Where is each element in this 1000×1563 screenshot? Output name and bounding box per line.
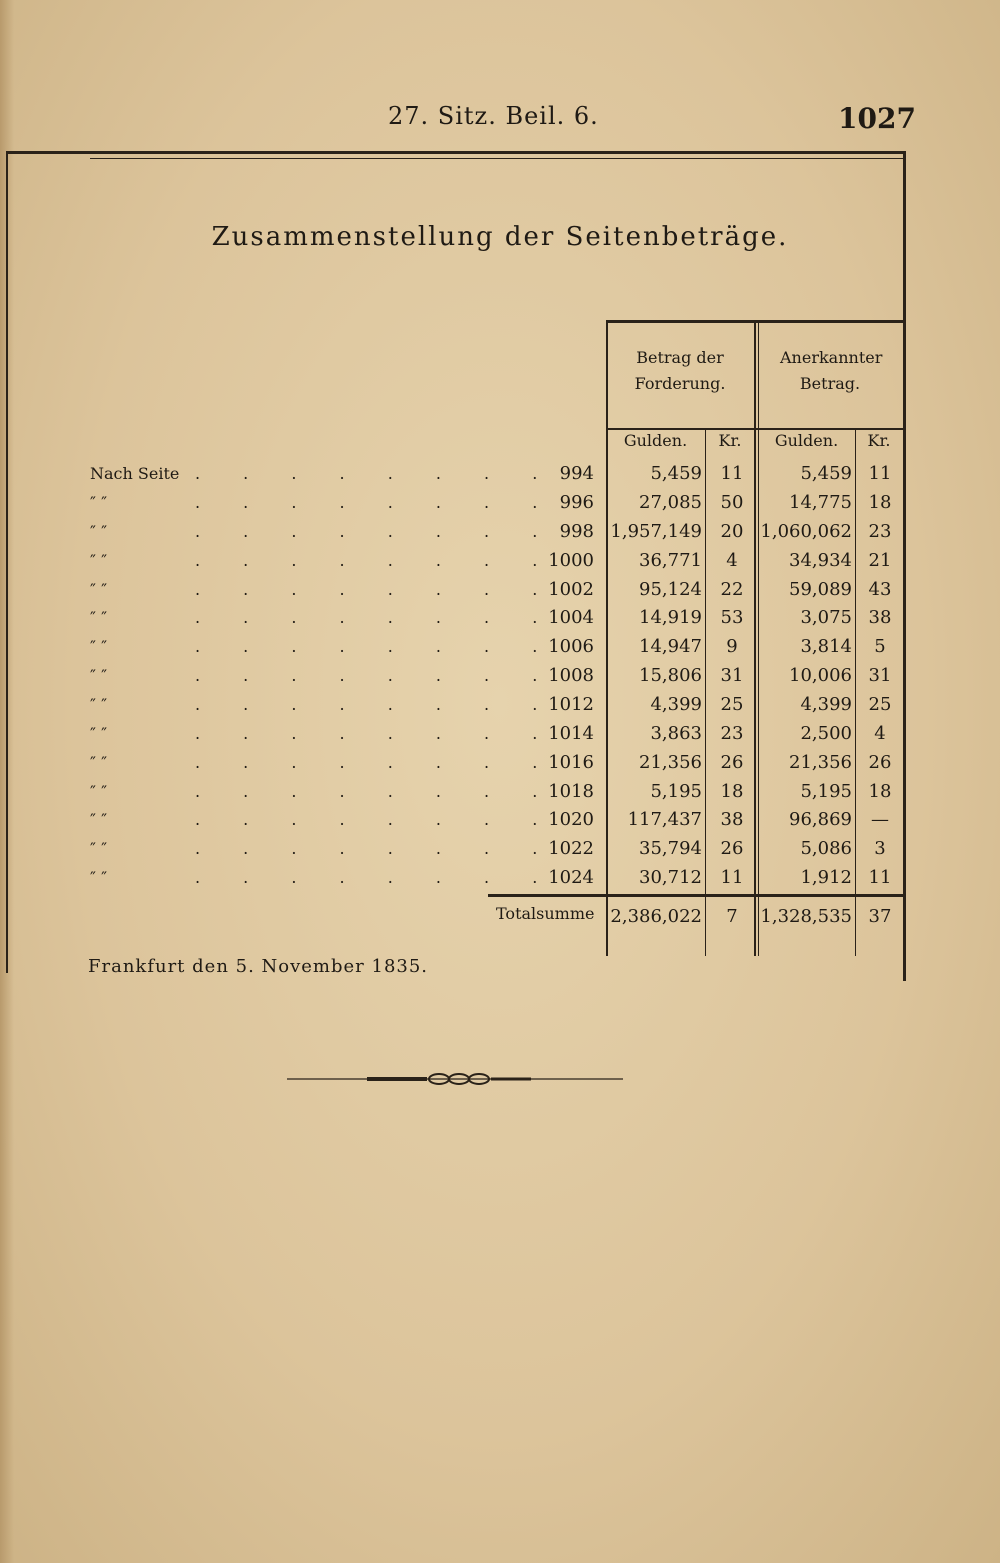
row-page: 998 — [559, 521, 594, 542]
row-kr-forderung: 11 — [720, 867, 744, 888]
row-gulden-forderung: 21,356 — [639, 752, 702, 773]
row-label: ″ ″ — [90, 580, 108, 599]
row-dots: . . . . . . . . — [195, 551, 557, 570]
row-gulden-anerkannt: 21,356 — [789, 752, 852, 773]
row-gulden-anerkannt: 34,934 — [789, 550, 852, 571]
row-gulden-anerkannt: 5,459 — [800, 463, 852, 484]
row-kr-anerkannt: 18 — [868, 492, 892, 513]
row-gulden-anerkannt: 1,912 — [800, 867, 852, 888]
row-page: 1014 — [548, 723, 594, 744]
row-gulden-forderung: 15,806 — [639, 665, 702, 686]
row-page: 994 — [559, 463, 594, 484]
table-row — [0, 488, 1000, 517]
row-kr-anerkannt: 4 — [874, 723, 886, 744]
table-row — [0, 805, 1000, 834]
row-gulden-anerkannt: 2,500 — [800, 723, 852, 744]
row-gulden-anerkannt: 14,775 — [789, 492, 852, 513]
row-gulden-anerkannt: 4,399 — [800, 694, 852, 715]
row-kr-anerkannt: 18 — [868, 781, 892, 802]
row-label: ″ ″ — [90, 637, 108, 656]
row-label: ″ ″ — [90, 753, 108, 772]
table-row — [0, 459, 1000, 488]
table-row — [0, 661, 1000, 690]
table-row — [0, 834, 1000, 863]
row-label: ″ ″ — [90, 839, 108, 858]
hline-header-bottom — [606, 428, 904, 430]
table-title: Zusammenstellung der Seitenbeträge. — [211, 222, 789, 252]
section-header: 27. Sitz. Beil. 6. — [388, 102, 599, 130]
row-kr-forderung: 26 — [720, 838, 744, 859]
row-gulden-forderung: 117,437 — [627, 809, 702, 830]
row-gulden-forderung: 1,957,149 — [610, 521, 702, 542]
row-page: 1004 — [548, 607, 594, 628]
row-kr-forderung: 25 — [720, 694, 744, 715]
row-kr-forderung: 23 — [720, 723, 744, 744]
table-row — [0, 719, 1000, 748]
row-page: 1024 — [548, 867, 594, 888]
table-row — [0, 575, 1000, 604]
row-kr-forderung: 18 — [720, 781, 744, 802]
row-kr-anerkannt: 3 — [874, 838, 886, 859]
row-dots: . . . . . . . . — [195, 753, 557, 772]
row-kr-anerkannt: 11 — [868, 463, 892, 484]
total-kr-anerkannt: 37 — [868, 906, 892, 927]
row-gulden-anerkannt: 10,006 — [789, 665, 852, 686]
row-kr-forderung: 53 — [720, 607, 744, 628]
row-kr-forderung: 26 — [720, 752, 744, 773]
row-page: 1012 — [548, 694, 594, 715]
table-row — [0, 863, 1000, 892]
row-label: ″ ″ — [90, 810, 108, 829]
row-kr-anerkannt: 43 — [868, 579, 892, 600]
row-kr-anerkannt: 21 — [868, 550, 892, 571]
row-label: ″ ″ — [90, 493, 108, 512]
table-row — [0, 517, 1000, 546]
row-kr-anerkannt: 31 — [868, 665, 892, 686]
row-dots: . . . . . . . . — [195, 695, 557, 714]
row-kr-anerkannt: 25 — [868, 694, 892, 715]
row-gulden-anerkannt: 5,086 — [800, 838, 852, 859]
row-dots: . . . . . . . . — [195, 522, 557, 541]
unit-gulden-2: Gulden. — [774, 431, 839, 450]
row-gulden-forderung: 95,124 — [639, 579, 702, 600]
row-gulden-anerkannt: 5,195 — [800, 781, 852, 802]
row-dots: . . . . . . . . — [195, 868, 557, 887]
hline-total-rule — [488, 894, 904, 897]
row-kr-forderung: 31 — [720, 665, 744, 686]
table-row — [0, 748, 1000, 777]
row-dots: . . . . . . . . — [195, 666, 557, 685]
row-gulden-forderung: 36,771 — [639, 550, 702, 571]
unit-kr-2: Kr. — [867, 431, 891, 450]
row-page: 1006 — [548, 636, 594, 657]
row-kr-forderung: 11 — [720, 463, 744, 484]
total-label: Totalsumme — [496, 904, 595, 923]
row-dots: . . . . . . . . — [195, 608, 557, 627]
column-header-anerkannt — [756, 320, 904, 428]
column-header-forderung — [606, 320, 754, 428]
row-page: 1022 — [548, 838, 594, 859]
row-label: ″ ″ — [90, 782, 108, 801]
row-page: 1020 — [548, 809, 594, 830]
row-gulden-forderung: 30,712 — [639, 867, 702, 888]
ornament-rule — [287, 1072, 623, 1086]
row-gulden-anerkannt: 96,869 — [789, 809, 852, 830]
table-row — [0, 632, 1000, 661]
date-footer: Frankfurt den 5. November 1835. — [88, 956, 429, 977]
row-page: 996 — [559, 492, 594, 513]
row-dots: . . . . . . . . — [195, 724, 557, 743]
unit-kr-1: Kr. — [718, 431, 742, 450]
row-page: 1002 — [548, 579, 594, 600]
row-label: ″ ″ — [90, 695, 108, 714]
row-gulden-forderung: 4,399 — [650, 694, 702, 715]
row-kr-forderung: 22 — [720, 579, 744, 600]
row-label: ″ ″ — [90, 608, 108, 627]
row-gulden-forderung: 3,863 — [650, 723, 702, 744]
row-kr-forderung: 50 — [720, 492, 744, 513]
row-kr-anerkannt: 26 — [868, 752, 892, 773]
table-row — [0, 777, 1000, 806]
row-gulden-forderung: 14,947 — [639, 636, 702, 657]
row-dots: . . . . . . . . — [195, 782, 557, 801]
row-dots: . . . . . . . . — [195, 637, 557, 656]
unit-gulden-1: Gulden. — [623, 431, 688, 450]
row-label: ″ ″ — [90, 522, 108, 541]
row-gulden-anerkannt: 1,060,062 — [760, 521, 852, 542]
row-page: 1016 — [548, 752, 594, 773]
row-kr-forderung: 20 — [720, 521, 744, 542]
table-row — [0, 690, 1000, 719]
row-kr-anerkannt: 5 — [874, 636, 886, 657]
row-gulden-forderung: 5,195 — [650, 781, 702, 802]
row-label: Nach Seite — [90, 464, 180, 483]
row-dots: . . . . . . . . — [195, 810, 557, 829]
row-kr-anerkannt: 38 — [868, 607, 892, 628]
total-kr-forderung: 7 — [726, 906, 738, 927]
row-gulden-anerkannt: 3,075 — [800, 607, 852, 628]
row-kr-anerkannt: — — [871, 809, 889, 830]
row-dots: . . . . . . . . — [195, 580, 557, 599]
row-gulden-forderung: 14,919 — [639, 607, 702, 628]
top-rule — [6, 151, 906, 154]
row-kr-anerkannt: 11 — [868, 867, 892, 888]
row-kr-forderung: 38 — [720, 809, 744, 830]
row-page: 1008 — [548, 665, 594, 686]
row-gulden-anerkannt: 3,814 — [800, 636, 852, 657]
row-label: ″ ″ — [90, 724, 108, 743]
column-header-forderung-text: Betrag der Forderung. — [634, 348, 726, 393]
total-gulden-forderung: 2,386,022 — [610, 906, 702, 927]
row-kr-forderung: 4 — [726, 550, 738, 571]
top-rule-thin — [90, 158, 906, 159]
row-page: 1018 — [548, 781, 594, 802]
row-gulden-forderung: 5,459 — [650, 463, 702, 484]
row-label: ″ ″ — [90, 666, 108, 685]
table-row — [0, 546, 1000, 575]
column-header-anerkannt-text: Anerkannter Betrag. — [780, 348, 883, 393]
row-gulden-forderung: 27,085 — [639, 492, 702, 513]
page-number: 1027 — [838, 102, 916, 135]
row-label: ″ ″ — [90, 551, 108, 570]
row-dots: . . . . . . . . — [195, 464, 557, 483]
row-gulden-forderung: 35,794 — [639, 838, 702, 859]
row-kr-forderung: 9 — [726, 636, 738, 657]
row-gulden-anerkannt: 59,089 — [789, 579, 852, 600]
row-dots: . . . . . . . . — [195, 839, 557, 858]
table-row — [0, 603, 1000, 632]
row-dots: . . . . . . . . — [195, 493, 557, 512]
row-label: ″ ″ — [90, 868, 108, 887]
row-kr-anerkannt: 23 — [868, 521, 892, 542]
total-gulden-anerkannt: 1,328,535 — [760, 906, 852, 927]
row-page: 1000 — [548, 550, 594, 571]
